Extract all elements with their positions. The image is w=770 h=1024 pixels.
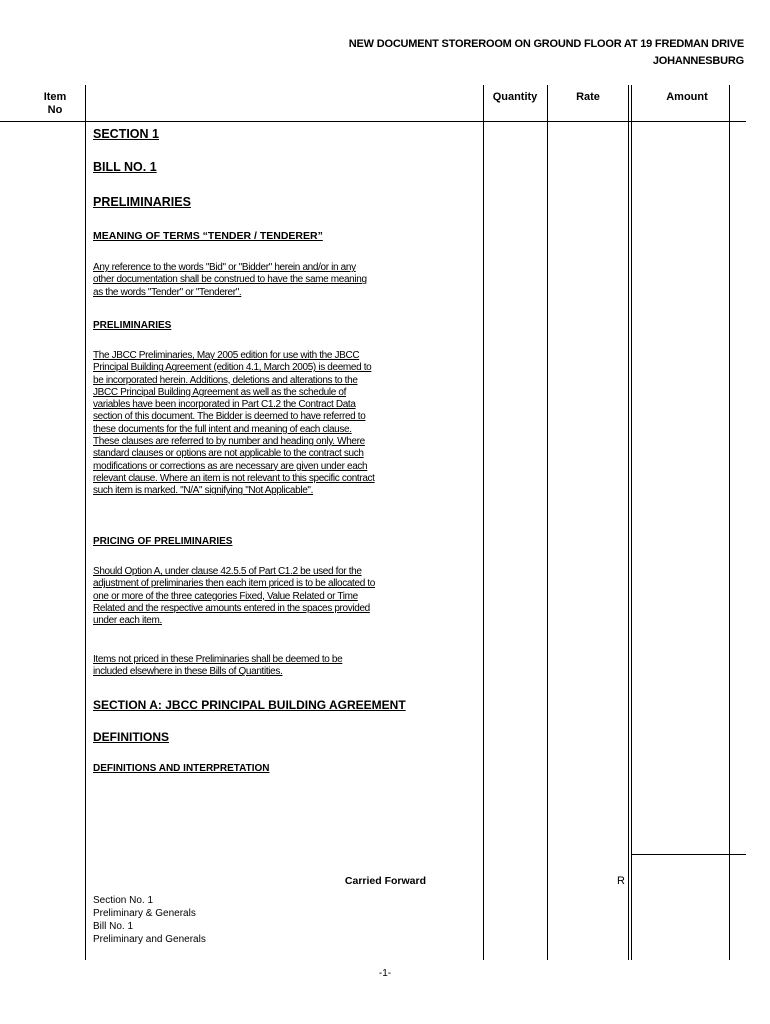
section-title: SECTION 1 (93, 127, 159, 141)
pricing-paragraph (93, 566, 423, 627)
preliminaries-title: PRELIMINARIES (93, 195, 191, 209)
rate-column-divider-left (628, 85, 629, 960)
prelim-line: relevant clause. Where an item is not relevant to this specific contract (93, 472, 375, 484)
currency-symbol: R (617, 875, 625, 887)
meaning-paragraph (93, 262, 423, 299)
amount-total-rule (631, 854, 746, 855)
prelim-line: The JBCC Preliminaries, May 2005 edition for use with the JBCC (93, 350, 360, 361)
meaning-heading: MEANING OF TERMS “TENDER / TENDERER” (93, 230, 323, 242)
footer-info (93, 894, 206, 946)
footer-bill-no: Bill No. 1 (93, 921, 134, 932)
footer-section-name: Preliminary & Generals (93, 908, 196, 919)
prelim-line: standard clauses or options are not applicable to the contract such (93, 448, 364, 460)
document-location: JOHANNESBURG (652, 55, 744, 67)
meaning-heading-block (93, 230, 423, 242)
items-line: Items not priced in these Preliminaries shall be deemed to be (93, 654, 343, 665)
meaning-line: as the words "Tender" or "Tenderer". (93, 286, 242, 298)
prelim-paragraph (93, 350, 423, 498)
amount-column-divider (729, 85, 730, 960)
item-heading-line2: No (47, 104, 63, 116)
rate-heading: Rate (576, 91, 600, 103)
footer-section-no: Section No. 1 (93, 895, 154, 906)
item-column-divider (85, 85, 86, 960)
items-paragraph (93, 654, 423, 679)
document-title: NEW DOCUMENT STOREROOM ON GROUND FLOOR AT 19 FREDMAN DRIVE (348, 38, 744, 50)
quantity-heading: Quantity (492, 91, 538, 103)
prelim-line: such item is marked. "N/A" signifying "Not Applicable". (93, 485, 314, 497)
carried-forward-label: Carried Forward (344, 875, 426, 887)
pricing-line: adjustment of preliminaries then each item priced is to be allocated to (93, 578, 375, 590)
bill-title: BILL NO. 1 (93, 160, 157, 174)
pricing-heading: PRICING OF PRELIMINARIES (93, 536, 233, 547)
description-column-divider (483, 85, 484, 960)
section-a-heading: SECTION A: JBCC PRINCIPAL BUILDING AGREEMENT (93, 698, 406, 712)
prelim-line: modifications or corrections as are necessary are given under each (93, 460, 368, 472)
prelim-line: These clauses are referred to by number and heading only. Where (93, 436, 365, 448)
prelim-line: these documents for the full intent and meaning of each clause. (93, 423, 352, 435)
bill-heading (93, 160, 423, 174)
rate-column-divider-right (631, 85, 632, 960)
quantity-column-divider (547, 85, 548, 960)
pricing-line: under each item. (93, 615, 162, 627)
prelim-line: JBCC Principal Building Agreement as well as the schedule of (93, 386, 347, 398)
section-heading (93, 127, 423, 141)
preliminaries-heading (93, 195, 423, 209)
prelim-line: be incorporated herein. Additions, deletions and alterations to the (93, 374, 358, 386)
pricing-line: one or more of the three categories Fixed, Value Related or Time (93, 590, 358, 602)
prelim-line: Principal Building Agreement (edition 4.1, March 2005) is deemed to (93, 362, 372, 374)
meaning-line: other documentation shall be construed to have the same meaning (93, 274, 367, 286)
pricing-line: Should Option A, under clause 42.5.5 of Part C1.2 be used for the (93, 566, 362, 577)
definitions-heading: DEFINITIONS (93, 730, 170, 744)
items-line: included elsewhere in these Bills of Quantities. (93, 666, 283, 678)
definitions-interpretation-heading: DEFINITIONS AND INTERPRETATION (93, 763, 270, 774)
meaning-line: Any reference to the words "Bid" or "Bidder" herein and/or in any (93, 262, 356, 273)
amount-heading: Amount (666, 91, 708, 103)
prelim-line: variables have been incorporated in Part C1.2 the Contract Data (93, 399, 356, 411)
pricing-line: Related and the respective amounts entered in the spaces provided (93, 602, 370, 614)
header-rule (0, 121, 746, 122)
item-no-heading (30, 91, 80, 117)
footer-bill-name: Preliminary and Generals (93, 934, 206, 945)
item-heading-line1: Item (43, 91, 67, 103)
prelim-heading: PRELIMINARIES (93, 320, 172, 331)
prelim-line: section of this document. The Bidder is deemed to have referred to (93, 411, 366, 423)
page-number: -1- (378, 968, 392, 979)
